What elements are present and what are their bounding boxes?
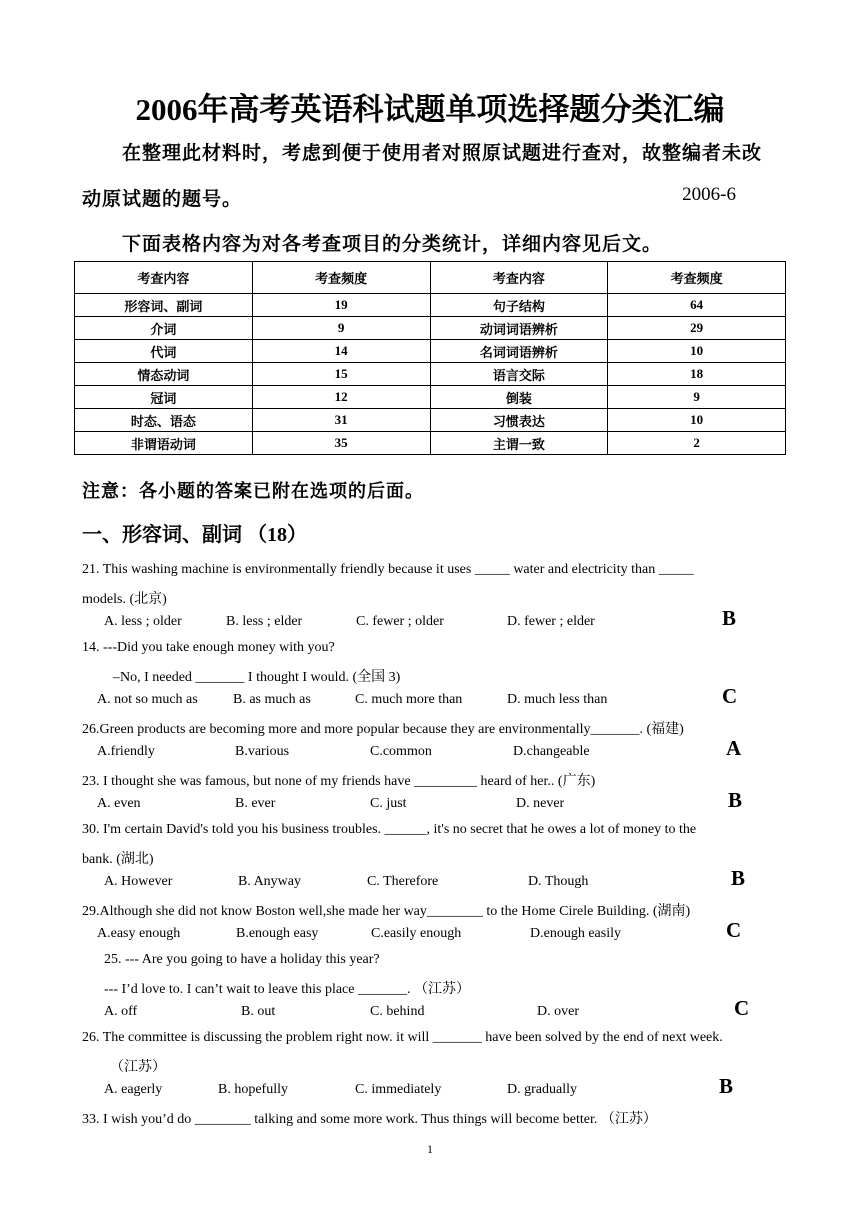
answer-option: D.enough easily	[530, 926, 621, 941]
section-title: 一、形容词、副词 （18）	[82, 524, 307, 546]
answer-option: C. Therefore	[367, 874, 439, 889]
table-header-cell: 考查频度	[252, 262, 430, 294]
table-cell: 名词词语辨析	[430, 340, 608, 363]
answer-option: A. less ; older	[104, 614, 182, 629]
table-row	[75, 432, 786, 455]
answer-option: A. even	[97, 796, 141, 811]
table-cell: 10	[608, 340, 786, 363]
table-cell: 64	[608, 294, 786, 317]
table-cell: 动词词语辨析	[430, 317, 608, 340]
answer-option: B. Anyway	[238, 874, 301, 889]
answer-option: A. However	[104, 874, 173, 889]
table-cell: 2	[608, 432, 786, 455]
table-cell: 29	[608, 317, 786, 340]
answer-option: B. out	[241, 1004, 276, 1019]
table-cell: 非谓语动词	[75, 432, 253, 455]
table-row	[75, 409, 786, 432]
answer-option: A. eagerly	[104, 1082, 163, 1097]
page-number: 1	[427, 1142, 433, 1156]
correct-answer: B	[722, 606, 737, 630]
question-text: bank. (湖北)	[82, 852, 154, 867]
answer-option: C. much more than	[355, 692, 463, 707]
answer-option: C. behind	[370, 1004, 425, 1019]
correct-answer: C	[734, 996, 750, 1020]
question-text: –No, I needed _______ I thought I would. (全国 3)	[113, 670, 401, 685]
table-cell: 介词	[75, 317, 253, 340]
answer-option: A.easy enough	[97, 926, 181, 941]
question-text: 21. This washing machine is environmentally friendly because it uses _____ water and electricity than _____	[82, 562, 694, 577]
table-cell: 主谓一致	[430, 432, 608, 455]
table-header-cell: 考查频度	[608, 262, 786, 294]
table-cell: 10	[608, 409, 786, 432]
table-row	[75, 317, 786, 340]
table-row	[75, 386, 786, 409]
answer-option: C.easily enough	[371, 926, 462, 941]
question-text: 30. I'm certain David's told you his business troubles. ______, it's no secret that he owes a lot of money to the	[82, 822, 697, 837]
answer-option: B. ever	[235, 796, 276, 811]
answer-option: C. just	[370, 796, 407, 811]
correct-answer: B	[719, 1074, 734, 1098]
intro-line-3: 下面表格内容为对各考查项目的分类统计，详细内容见后文。	[122, 234, 663, 255]
table-cell: 31	[252, 409, 430, 432]
document-date: 2006-6	[682, 184, 736, 205]
correct-answer: B	[728, 788, 743, 812]
answer-option: D. over	[537, 1004, 579, 1019]
table-cell: 语言交际	[430, 363, 608, 386]
table-cell: 15	[252, 363, 430, 386]
intro-line-1: 在整理此材料时，考虑到便于使用者对照原试题进行查对，故整编者未改	[122, 143, 763, 164]
table-header-row	[75, 262, 786, 294]
correct-answer: A	[726, 736, 742, 760]
answer-option: D.changeable	[513, 744, 590, 759]
answer-option: D. gradually	[507, 1082, 577, 1097]
answer-option: A. not so much as	[97, 692, 198, 707]
answer-option: C.common	[370, 744, 432, 759]
correct-answer: B	[731, 866, 746, 890]
question-text: --- I’d love to. I can’t wait to leave this place _______. （江苏）	[104, 982, 470, 997]
table-cell: 时态、语态	[75, 409, 253, 432]
table-cell: 情态动词	[75, 363, 253, 386]
intro-line-2: 动原试题的题号。	[82, 189, 243, 210]
statistics-table	[74, 261, 786, 455]
table-cell: 9	[252, 317, 430, 340]
question-text: models. (北京)	[82, 592, 167, 607]
question-text: （江苏）	[110, 1060, 166, 1075]
answer-option: D. much less than	[507, 692, 608, 707]
table-cell: 14	[252, 340, 430, 363]
table-cell: 19	[252, 294, 430, 317]
answer-option: D. never	[516, 796, 565, 811]
table-cell: 18	[608, 363, 786, 386]
answer-option: A.friendly	[97, 744, 155, 759]
answer-option: C. immediately	[355, 1082, 442, 1097]
answer-option: B.enough easy	[236, 926, 319, 941]
table-cell: 冠词	[75, 386, 253, 409]
table-cell: 9	[608, 386, 786, 409]
answer-option: B. as much as	[233, 692, 311, 707]
answer-option: C. fewer ; older	[356, 614, 444, 629]
table-cell: 习惯表达	[430, 409, 608, 432]
answer-option: A. off	[104, 1004, 138, 1019]
answer-option: B. less ; elder	[226, 614, 303, 629]
question-text: 26. The committee is discussing the problem right now. it will _______ have been solved by the end of next week.	[82, 1030, 723, 1045]
table-cell: 句子结构	[430, 294, 608, 317]
table-row	[75, 340, 786, 363]
answer-option: D. fewer ; elder	[507, 614, 595, 629]
table-row	[75, 294, 786, 317]
table-cell: 形容词、副词	[75, 294, 253, 317]
answer-option: B.various	[235, 744, 290, 759]
answer-option: B. hopefully	[218, 1082, 288, 1097]
answer-note: 注意：各小题的答案已附在选项的后面。	[82, 481, 424, 501]
correct-answer: C	[722, 684, 738, 708]
answer-option: D. Though	[528, 874, 589, 889]
page-title: 2006年高考英语科试题单项选择题分类汇编	[135, 92, 725, 127]
correct-answer: C	[726, 918, 742, 942]
table-header-cell: 考查内容	[430, 262, 608, 294]
question-text: 25. --- Are you going to have a holiday this year?	[104, 952, 380, 967]
table-cell: 35	[252, 432, 430, 455]
question-text: 29.Although she did not know Boston well,she made her way________ to the Home Cirele Building. (湖南)	[82, 904, 691, 919]
table-cell: 倒装	[430, 386, 608, 409]
table-cell: 代词	[75, 340, 253, 363]
question-text: 14. ---Did you take enough money with you?	[82, 640, 335, 655]
table-row	[75, 363, 786, 386]
question-text: 33. I wish you’d do ________ talking and some more work. Thus things will become better. （江苏）	[82, 1112, 657, 1127]
question-text: 26.Green products are becoming more and more popular because they are environmentally_______. (福建)	[82, 722, 684, 737]
table-header-cell: 考查内容	[75, 262, 253, 294]
question-text: 23. I thought she was famous, but none of my friends have _________ heard of her.. (广东)	[82, 774, 596, 789]
table-cell: 12	[252, 386, 430, 409]
